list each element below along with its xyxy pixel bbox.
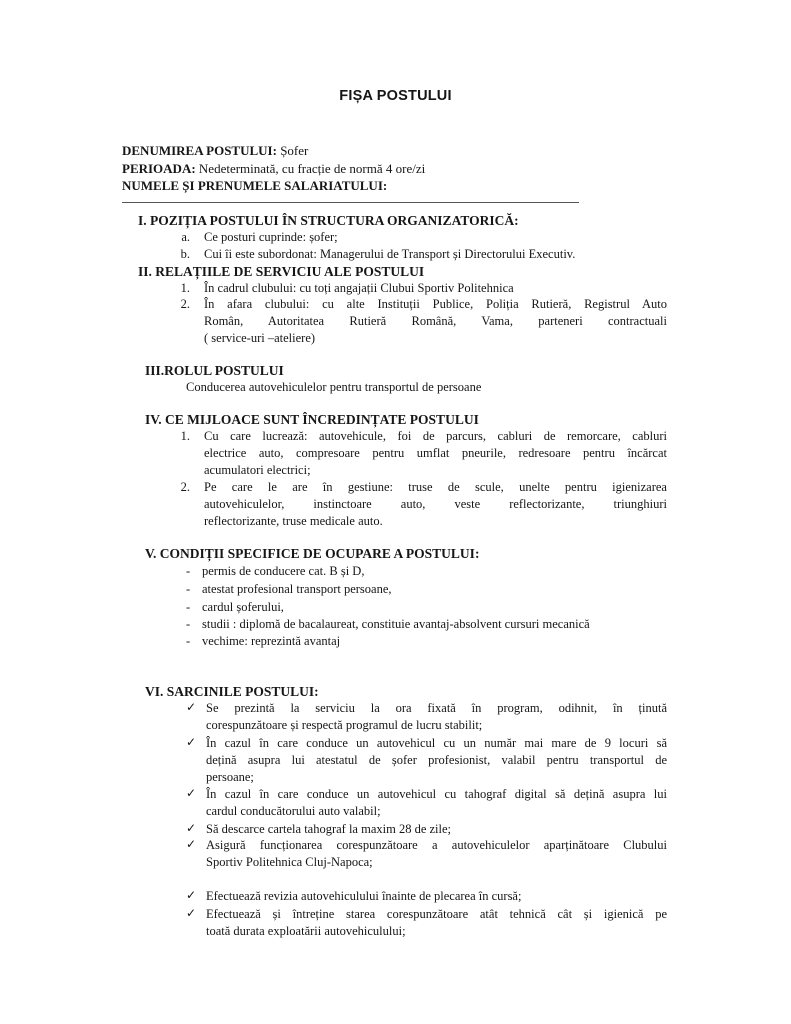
task-2-line-3: persoane; — [206, 770, 254, 784]
section-1-title: I. POZIȚIA POSTULUI ÎN STRUCTURA ORGANIZATORICĂ: — [138, 213, 519, 228]
section-4-item-2-line-3: reflectorizante, truse medicale auto. — [204, 514, 383, 528]
post-name-label: DENUMIREA POSTULUI: — [122, 143, 277, 158]
section-5-title: V. CONDIȚII SPECIFICE DE OCUPARE A POSTULUI: — [145, 546, 480, 561]
check-icon: ✓ — [186, 821, 197, 835]
document-title: FIȘA POSTULUI — [339, 88, 452, 104]
section-5-item-2: atestat profesional transport persoane, — [202, 582, 392, 596]
check-icon: ✓ — [186, 888, 197, 902]
employee-row — [122, 178, 387, 194]
section-2-item-2-line-3: ( service-uri –ateliere) — [204, 331, 316, 345]
dash-marker: - — [186, 617, 191, 631]
section-2-item-1: În cadrul clubului: cu toți angajații Clubui Sportiv Politehnica — [204, 281, 514, 295]
task-7-line-2: toată durata exploatării autovehiculului; — [206, 924, 406, 938]
item-marker: 1. — [180, 281, 190, 295]
task-3-line-1: În cazul în care conduce un autovehicul cu tahograf digital să dețină asupra lui — [206, 787, 667, 801]
task-2-line-2: dețină asupra lui atestatul de șofer profesionist, valabil pentru transportul de — [206, 753, 667, 767]
section-3-text: Conducerea autovehiculelor pentru transportul de persoane — [186, 380, 482, 394]
check-icon: ✓ — [186, 735, 197, 749]
section-4-item-1-line-2: electrice auto, compresoare pentru umflat pneurile, redresoare pentru încărcat — [204, 446, 667, 460]
section-2-item-2-line-2: Român, Autoritatea Rutieră Română, Vama, parteneri contractuali — [204, 314, 667, 328]
section-2-title: II. RELAȚIILE DE SERVICIU ALE POSTULUI — [138, 264, 425, 279]
post-name-row — [122, 143, 308, 159]
dash-marker: - — [186, 634, 191, 648]
section-5-item-4: studii : diplomă de bacalaureat, constituie avantaj-absolvent cursuri mecanică — [202, 617, 590, 631]
check-icon: ✓ — [186, 837, 197, 851]
section-5-item-3: cardul șoferului, — [202, 600, 284, 614]
period-label: PERIOADA: — [122, 161, 196, 176]
task-1-line-1: Se prezintă la serviciu la ora fixată în program, odihnit, în ținută — [206, 701, 667, 715]
section-6-title: VI. SARCINILE POSTULUI: — [145, 684, 319, 699]
section-4-item-1-line-1: Cu care lucrează: autovehicule, foi de parcurs, cabluri de remorcare, cabluri — [204, 429, 667, 443]
section-4-title: IV. CE MIJLOACE SUNT ÎNCREDINȚATE POSTULUI — [145, 412, 479, 427]
item-marker: 2. — [180, 480, 190, 494]
section-5-item-5: vechime: reprezintă avantaj — [202, 634, 341, 648]
task-4-line-1: Să descarce cartela tahograf la maxim 28 de zile; — [206, 822, 452, 836]
section-2-item-2-line-1: În afara clubului: cu alte Instituții Publice, Poliția Rutieră, Registrul Auto — [204, 297, 667, 311]
item-marker: b. — [180, 247, 190, 261]
post-name-value: Șofer — [280, 143, 309, 158]
period-row — [122, 161, 425, 177]
task-5-line-2: Sportiv Politehnica Cluj-Napoca; — [206, 855, 373, 869]
dash-marker: - — [186, 582, 191, 596]
check-icon: ✓ — [186, 906, 197, 920]
section-4-item-2-line-2: autovehiculelor, instinctoare auto, veste reflectorizante, triunghiuri — [204, 497, 667, 511]
check-icon: ✓ — [186, 786, 197, 800]
section-4-item-2-line-1: Pe care le are în gestiune: truse de scule, unelte pentru igienizarea — [204, 480, 667, 494]
task-1-line-2: corespunzătoare și respectă programul de lucru stabilit; — [206, 718, 483, 732]
header-divider — [122, 202, 579, 203]
item-marker: 1. — [180, 429, 190, 443]
period-value: Nedeterminată, cu fracție de normă 4 ore/zi — [198, 161, 426, 176]
check-icon: ✓ — [186, 700, 197, 714]
item-marker: a. — [181, 230, 190, 244]
section-1-item-b: Cui îi este subordonat: Managerului de Transport și Directorului Executiv. — [204, 247, 576, 261]
section-4-item-1-line-3: acumulatori electrici; — [204, 463, 311, 477]
task-3-line-2: cardul conducătorului auto valabil; — [206, 804, 381, 818]
employee-label: NUMELE ȘI PRENUMELE SALARIATULUI: — [122, 178, 388, 193]
item-marker: 2. — [180, 297, 190, 311]
task-6-line-1: Efectuează revizia autovehiculului înainte de plecarea în cursă; — [206, 889, 522, 903]
section-5-item-1: permis de conducere cat. B și D, — [202, 564, 365, 578]
dash-marker: - — [186, 564, 191, 578]
section-3-title: III.ROLUL POSTULUI — [145, 363, 284, 378]
section-1-item-a: Ce posturi cuprinde: șofer; — [204, 230, 338, 244]
task-2-line-1: În cazul în care conduce un autovehicul cu un număr mai mare de 9 locuri să — [206, 736, 667, 750]
task-5-line-1: Asigură funcționarea corespunzătoare a autovehiculelor aparținătoare Clubului — [206, 838, 667, 852]
dash-marker: - — [186, 600, 191, 614]
task-7-line-1: Efectuează și întreține starea corespunzătoare atât tehnică cât și igienică pe — [206, 907, 667, 921]
